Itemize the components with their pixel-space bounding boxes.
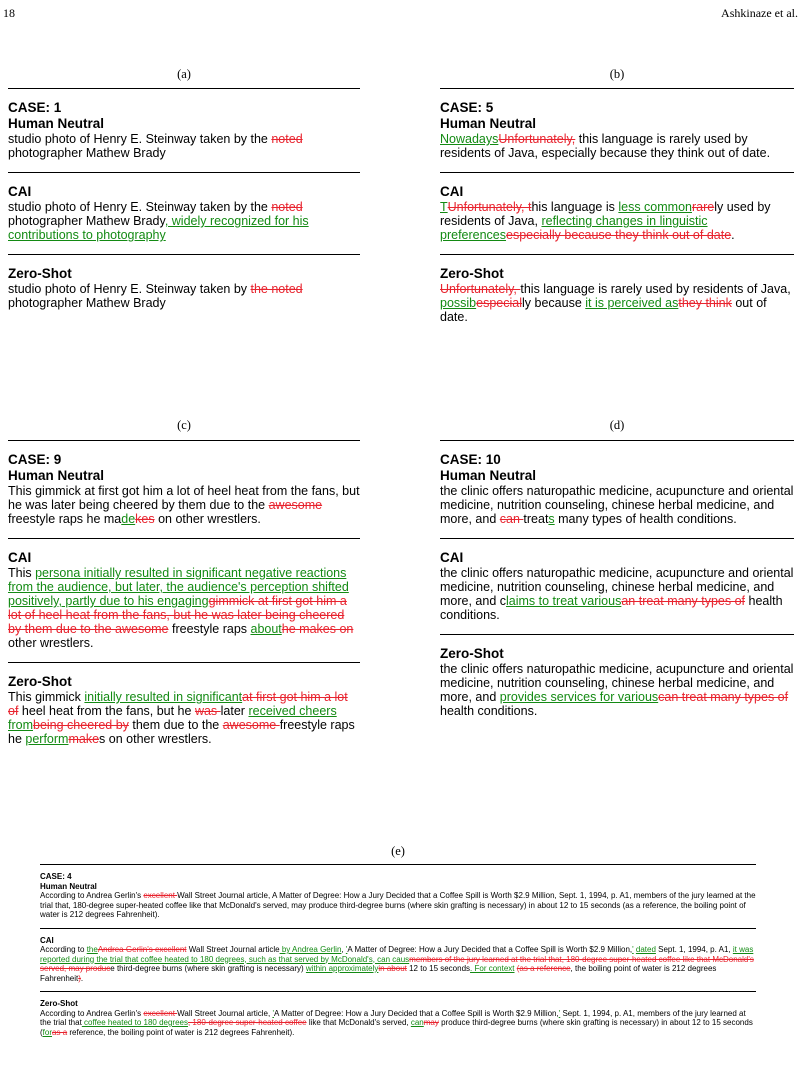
- inserted-text: possib: [440, 296, 477, 310]
- deleted-text: was: [194, 704, 221, 718]
- section-text: [8, 200, 360, 242]
- unchanged-text: Sept. 1, 1994, p. A1, members of the jury learned at the trial that: [40, 1008, 746, 1027]
- section-text: [440, 132, 794, 160]
- inserted-text: for: [42, 1027, 53, 1037]
- inserted-text: . For context: [470, 964, 515, 973]
- unchanged-text: many types of health conditions.: [554, 512, 737, 526]
- section-title: Human Neutral: [40, 881, 97, 891]
- deleted-text: they think: [678, 296, 732, 310]
- page-header: [0, 4, 802, 24]
- unchanged-text: them due to the: [128, 718, 223, 732]
- section-title: CAI: [440, 184, 464, 199]
- section-title: CAI: [8, 184, 32, 199]
- inserted-text: de: [121, 512, 136, 526]
- section-text: [440, 200, 794, 242]
- deleted-text: ): [78, 973, 81, 983]
- deleted-text: can treat many types of: [658, 690, 789, 704]
- case-title: CASE: 5: [440, 100, 494, 115]
- unchanged-text: studio photo of Henry E. Steinway taken by: [8, 282, 251, 296]
- unchanged-text: This gimmick: [8, 690, 85, 704]
- inserted-text: ': [558, 1008, 561, 1018]
- inserted-text: perform: [25, 732, 69, 746]
- deleted-text: being cheered by: [33, 718, 129, 732]
- unchanged-text: A Matter of Degree: How a Jury Decided that a Coffee Spill is Worth $2.9 Million,: [347, 945, 633, 954]
- panel-d-section-2: [440, 635, 794, 730]
- inserted-text: within approximately: [305, 964, 379, 973]
- inserted-text: Nowadays: [440, 132, 499, 146]
- inserted-text: initially resulted in significant: [84, 690, 243, 704]
- deleted-text: Unfortunately,: [498, 132, 576, 146]
- deleted-text: Andrea Gerlin's excellent: [97, 945, 187, 954]
- panel-e-label: (e): [391, 844, 405, 858]
- inserted-text: reflecting changes in linguistic preferences: [440, 214, 708, 242]
- panel-b-label: (b): [609, 67, 625, 81]
- unchanged-text: photographer Mathew Brady: [8, 214, 165, 228]
- unchanged-text: reference, the boiling point of water is 212 degrees Fahrenheit).: [67, 1027, 295, 1037]
- inserted-text: laims to treat various: [506, 594, 622, 608]
- unchanged-text: A Matter of Degree: How a Jury Decided that a Coffee Spill is Worth $2.9 Million,: [273, 1008, 559, 1018]
- deleted-text: he makes on: [281, 622, 354, 636]
- deleted-text: kes: [135, 512, 155, 526]
- section-title: Human Neutral: [8, 468, 105, 483]
- inserted-text: received cheers from: [8, 704, 337, 732]
- inserted-text: it was reported during the trial that coffee heated to 180 degrees, such as that served by McDonald's, can caus: [40, 945, 754, 964]
- inserted-text: ': [632, 945, 634, 954]
- deleted-text: especially because they think out of date: [506, 228, 732, 242]
- deleted-text: Unfortunately, t: [447, 200, 532, 214]
- running-head-authors: Ashkinaze et al.: [721, 6, 798, 20]
- deleted-text: gimmick at first got him a lot of heel heat from the fans, but he was later being cheered by them due to the awesome: [8, 594, 347, 636]
- inserted-text: ': [345, 945, 348, 954]
- section-text: [8, 484, 360, 526]
- deleted-text: an treat many types of: [621, 594, 746, 608]
- deleted-text: can: [499, 512, 524, 526]
- unchanged-text: his language is: [531, 200, 619, 214]
- deleted-text: excellent: [143, 891, 178, 900]
- deleted-text: in about: [378, 964, 407, 973]
- inserted-text: by Andrea Gerlin: [279, 945, 342, 954]
- unchanged-text: freestyle raps he ma: [8, 512, 122, 526]
- section-title: Zero-Shot: [8, 266, 72, 281]
- section-title: CAI: [8, 550, 32, 565]
- unchanged-text: the clinic offers naturopathic medicine, acupuncture and oriental medicine, nutrition counseling, chinese herbal medicine, and more, and: [440, 484, 794, 526]
- unchanged-text: later: [220, 704, 249, 718]
- panel-b: [440, 88, 794, 336]
- case-title: CASE: 4: [40, 872, 72, 881]
- unchanged-text: ly used by residents of Java,: [440, 200, 771, 228]
- panel-a: [8, 88, 360, 322]
- unchanged-text: the clinic offers naturopathic medicine, acupuncture and oriental medicine, nutrition counseling, chinese herbal medicine, and more, and: [440, 662, 794, 704]
- deleted-text: Unfortunately,: [440, 282, 521, 296]
- unchanged-text: Wall Street Journal article,: [177, 1008, 273, 1018]
- deleted-text: rare: [692, 200, 715, 214]
- unchanged-text: ly because: [522, 296, 586, 310]
- deleted-text: especial: [476, 296, 523, 310]
- unchanged-text: freestyle raps: [168, 622, 251, 636]
- section-title: Zero-Shot: [40, 999, 78, 1008]
- section-title: Human Neutral: [440, 116, 537, 131]
- case-title: CASE: 10: [440, 452, 501, 467]
- deleted-text: noted: [271, 132, 303, 146]
- section-title: Zero-Shot: [440, 266, 504, 281]
- unchanged-text: .: [80, 973, 84, 983]
- panel-a-section-2: [8, 255, 360, 322]
- deleted-text: , 180-degree super-heated coffee: [187, 1018, 307, 1027]
- unchanged-text: s on other wrestlers.: [99, 732, 212, 746]
- unchanged-text: .: [731, 228, 735, 242]
- unchanged-text: 12 to 15 seconds: [406, 964, 471, 973]
- deleted-text: as a: [52, 1027, 68, 1037]
- section-text: [40, 945, 756, 983]
- panel-c-section-0: [8, 441, 360, 539]
- inserted-text: s: [548, 512, 555, 526]
- deleted-text: may: [423, 1018, 439, 1027]
- panel-e-section-1: [40, 929, 756, 993]
- inserted-text: , widely recognized for his contributions to photography: [8, 214, 309, 242]
- panel-c: [8, 440, 360, 758]
- unchanged-text: heel heat from the fans, but he: [18, 704, 195, 718]
- section-text: [440, 566, 794, 622]
- unchanged-text: health conditions.: [440, 594, 783, 622]
- case-title: CASE: 9: [8, 452, 62, 467]
- deleted-text: members of the jury learned at the trial that, 180-degree super-heated coffee like that McDonald's served, may produc: [40, 954, 754, 973]
- unchanged-text: other wrestlers.: [8, 636, 94, 650]
- unchanged-text: like that McDonald's served,: [306, 1018, 411, 1027]
- inserted-text: ': [272, 1008, 274, 1018]
- unchanged-text: photographer Mathew Brady: [8, 296, 166, 310]
- panel-b-section-0: [440, 89, 794, 173]
- panel-d: [440, 440, 794, 730]
- inserted-text: about: [250, 622, 282, 636]
- inserted-text: dated: [635, 945, 656, 954]
- unchanged-text: freestyle raps he: [8, 718, 355, 746]
- unchanged-text: treat: [523, 512, 549, 526]
- section-text: [8, 566, 360, 650]
- unchanged-text: health conditions.: [440, 704, 538, 718]
- deleted-text: at first got him a lot of: [8, 690, 348, 718]
- unchanged-text: , the boiling point of water is 212 degrees Fahrenheit: [40, 964, 717, 983]
- panel-b-section-2: [440, 255, 794, 336]
- inserted-text: less common: [618, 200, 692, 214]
- unchanged-text: studio photo of Henry E. Steinway taken by the: [8, 200, 272, 214]
- unchanged-text: the clinic offers naturopathic medicine, acupuncture and oriental medicine, nutrition counseling, chinese herbal medicine, and more, and c: [440, 566, 794, 608]
- inserted-text: it is perceived as: [585, 296, 679, 310]
- inserted-text: coffee heated to 180 degrees: [81, 1018, 188, 1027]
- unchanged-text: produce third-degree burns (where skin grafting is necessary) in about 12 to 15 seconds (: [40, 1018, 753, 1037]
- section-text: [40, 891, 756, 920]
- panel-d-section-0: [440, 441, 794, 539]
- section-text: [440, 662, 794, 718]
- inserted-text: provides services for various: [499, 690, 659, 704]
- unchanged-text: on other wrestlers.: [154, 512, 261, 526]
- unchanged-text: Wall Street Journal article: [186, 945, 280, 954]
- panel-c-label: (c): [177, 418, 191, 432]
- section-text: [8, 690, 360, 746]
- section-title: CAI: [40, 935, 54, 945]
- unchanged-text: According to: [40, 945, 87, 954]
- deleted-text: awesome: [222, 718, 280, 732]
- section-title: Human Neutral: [440, 468, 537, 483]
- unchanged-text: Sept. 1, 1994, p. A1,: [655, 945, 733, 954]
- inserted-text: persona initially resulted in significant negative reactions from the audience, but later, the audience's perception shifted positively, partly due to his engaging: [8, 566, 349, 608]
- case-title: CASE: 1: [8, 100, 62, 115]
- deleted-text: noted: [271, 200, 303, 214]
- panel-c-section-2: [8, 663, 360, 758]
- deleted-text: excellent: [143, 1008, 178, 1018]
- section-title: Human Neutral: [8, 116, 105, 131]
- panel-e-section-2: [40, 992, 756, 1045]
- panel-a-section-1: [8, 173, 360, 255]
- deleted-text: make: [68, 732, 100, 746]
- inserted-text: T: [440, 200, 448, 214]
- panel-d-label: (d): [609, 418, 625, 432]
- section-text: [440, 282, 794, 324]
- panel-a-label: (a): [177, 67, 191, 81]
- unchanged-text: This: [8, 566, 36, 580]
- inserted-text: the: [86, 945, 98, 954]
- deleted-text: the noted: [250, 282, 303, 296]
- unchanged-text: e third-degree burns (where skin grafting is necessary): [110, 964, 306, 973]
- panel-b-section-1: [440, 173, 794, 255]
- panel-e-section-0: [40, 865, 756, 929]
- deleted-text: awesome: [268, 498, 323, 512]
- page-number: 18: [3, 6, 15, 20]
- section-title: Zero-Shot: [440, 646, 504, 661]
- deleted-text: (as a reference: [516, 964, 571, 973]
- section-title: Zero-Shot: [8, 674, 72, 689]
- inserted-text: can: [410, 1018, 424, 1027]
- unchanged-text: Wall Street Journal article, A Matter of Degree: How a Jury Decided that a Coffee Spill is Worth $2.9 Million, Sept. 1, 1994, p. A1, members of the jury learned at the trial that, 180-degree super-heated coffee like that McDonald's served, may produce third-degree burns (where skin grafting is necessary) in about 12 to 15 seconds (as a reference, the boiling point of water is 212 degrees Fahrenheit).: [40, 891, 756, 919]
- unchanged-text: photographer Mathew Brady: [8, 146, 166, 160]
- unchanged-text: ,: [341, 945, 346, 954]
- unchanged-text: studio photo of Henry E. Steinway taken by the: [8, 132, 272, 146]
- unchanged-text: out of date.: [440, 296, 767, 324]
- panel-c-section-1: [8, 539, 360, 663]
- unchanged-text: this language is rarely used by residents of Java, especially because they think out of date.: [440, 132, 771, 160]
- section-text: [8, 132, 360, 160]
- section-text: [8, 282, 360, 310]
- panel-a-section-0: [8, 89, 360, 173]
- section-text: [40, 1009, 756, 1038]
- panel-d-section-1: [440, 539, 794, 635]
- section-text: [440, 484, 794, 526]
- section-title: CAI: [440, 550, 464, 565]
- panel-e: [40, 864, 756, 1045]
- unchanged-text: According to Andrea Gerlin's: [40, 1008, 144, 1018]
- unchanged-text: this language is rarely used by residents of Java,: [520, 282, 791, 296]
- unchanged-text: According to Andrea Gerlin's: [40, 891, 144, 900]
- unchanged-text: This gimmick at first got him a lot of heel heat from the fans, but he was later being cheered by them due to the: [8, 484, 360, 512]
